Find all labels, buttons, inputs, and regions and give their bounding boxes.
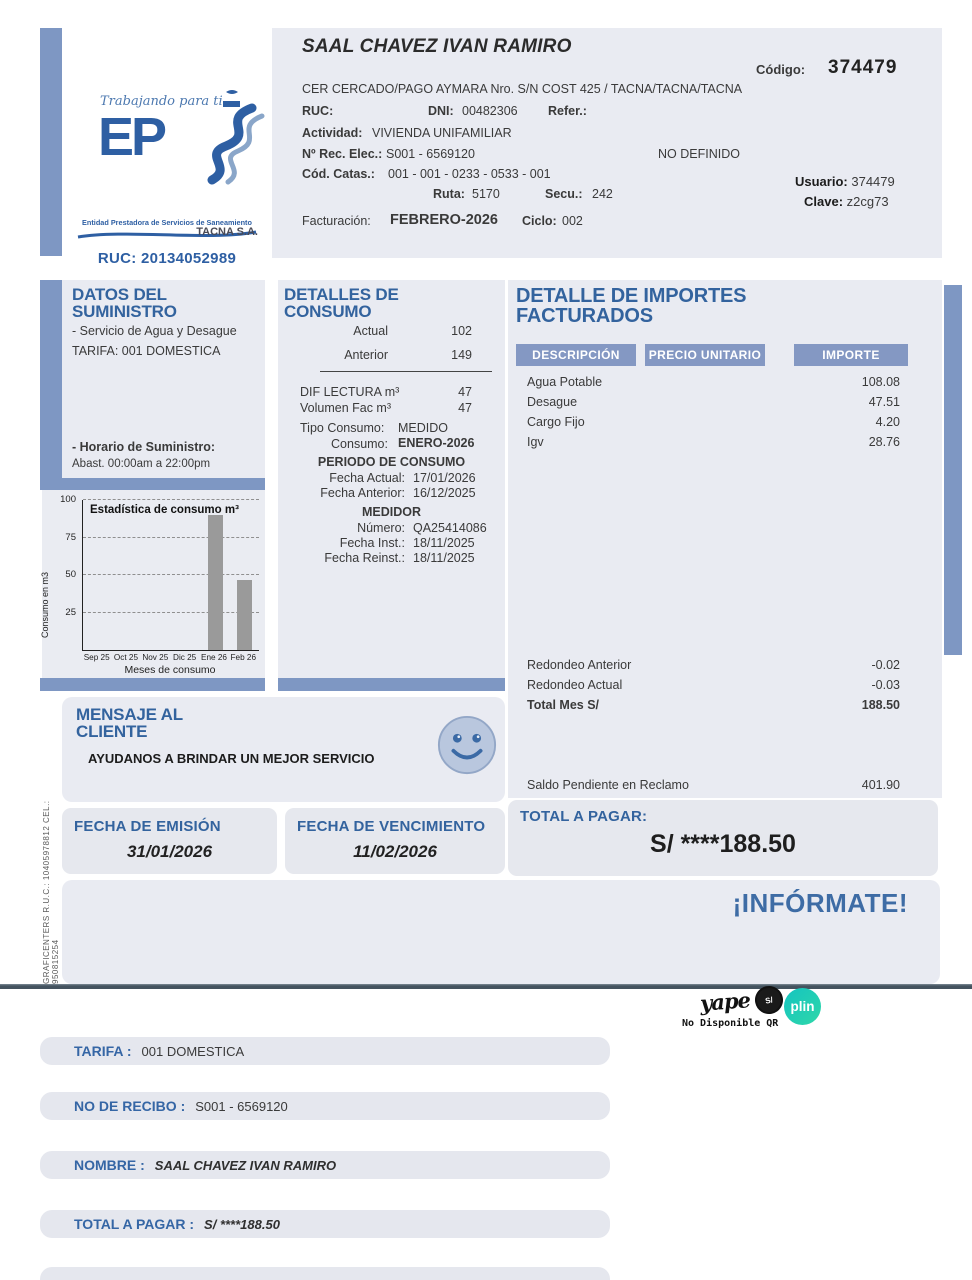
dni-label: DNI: xyxy=(428,104,454,118)
medidor-title: MEDIDOR xyxy=(361,505,422,519)
ciclo-value: 002 xyxy=(562,214,583,228)
footer-field-value: S/ ****188.50 xyxy=(204,1216,280,1232)
rec-elec-label: Nº Rec. Elec.: xyxy=(302,147,383,161)
anterior-label: Anterior xyxy=(344,348,388,362)
suministro-tarifa: TARIFA: 001 DOMESTICA xyxy=(72,344,221,358)
footer-field-label: NO DE RECIBO : xyxy=(74,1098,186,1114)
anterior-value: 149 xyxy=(451,348,472,362)
smiley-face-icon xyxy=(436,714,498,776)
total-mes-label: Total Mes S/ xyxy=(527,698,600,712)
logo-block xyxy=(62,28,270,268)
mensaje-title: MENSAJE AL CLIENTE xyxy=(76,705,183,742)
chart-xtick-label: Sep 25 xyxy=(83,653,110,662)
vol-value: 47 xyxy=(458,401,472,415)
importes-table-row xyxy=(516,432,906,452)
left-strip-header xyxy=(40,28,62,256)
importes-table-row xyxy=(516,412,906,432)
printer-credit: GRAFICENTERS R.U.C.: 10405978812 CEL.: 950815254 xyxy=(42,800,60,984)
facturacion-label: Facturación: xyxy=(302,214,371,228)
fecha-emision-box xyxy=(62,808,277,874)
logo-ruc: RUC: 20134052989 xyxy=(97,250,237,267)
chart-bar-feb-26 xyxy=(237,580,252,651)
chart-ytick-label: 100 xyxy=(60,494,76,505)
ruc-label: RUC: xyxy=(302,104,334,118)
consumption-chart xyxy=(42,490,265,678)
fecha-actual-value: 17/01/2026 xyxy=(413,471,476,485)
chart-plot xyxy=(82,500,259,651)
customer-address: CER CERCADO/PAGO AYMARA Nro. S/N COST 425 / TACNA/TACNA/TACNA xyxy=(302,82,743,96)
right-strip-importes xyxy=(944,285,962,655)
plin-logo: plin xyxy=(784,988,821,1025)
consumo-divider-line xyxy=(320,371,492,372)
fecha-inst-label: Fecha Inst.: xyxy=(339,536,405,550)
divider-bar-suministro xyxy=(40,478,265,490)
consumo-mes-value: ENERO-2026 xyxy=(398,436,475,450)
cod-catas-label: Cód. Catas.: xyxy=(302,167,375,181)
fecha-actual-label: Fecha Actual: xyxy=(329,471,405,485)
customer-name: SAAL CHAVEZ IVAN RAMIRO xyxy=(302,36,572,57)
footer-field-label: TOTAL A PAGAR : xyxy=(74,1216,195,1232)
consumo-mes-label: Consumo: xyxy=(331,437,388,451)
tipo-consumo-label: Tipo Consumo: xyxy=(300,421,385,435)
footer-field-tarifa xyxy=(40,1037,610,1065)
footer-field-no-de-recibo xyxy=(40,1092,610,1120)
redondeo-anterior-label: Redondeo Anterior xyxy=(527,658,632,672)
importe-valor: 108.08 xyxy=(861,375,900,389)
codigo-value: 374479 xyxy=(828,57,898,78)
chart-xtick-label: Dic 25 xyxy=(173,653,197,662)
importe-descripcion: Agua Potable xyxy=(527,375,603,389)
facturacion-value: FEBRERO-2026 xyxy=(390,212,498,228)
logo-subtitle: Entidad Prestadora de Servicios de Saneamiento xyxy=(82,218,252,227)
dif-label: DIF LECTURA m³ xyxy=(300,385,400,399)
water-swoosh-icon xyxy=(190,90,268,190)
dni-value: 00482306 xyxy=(462,104,518,118)
fecha-emision-value: 31/01/2026 xyxy=(126,842,213,861)
secu-value: 242 xyxy=(592,187,613,201)
medidor-numero-label: Número: xyxy=(357,521,405,535)
footer-field-value: 001 DOMESTICA xyxy=(141,1043,245,1059)
suministro-servicio: - Servicio de Agua y Desague xyxy=(72,324,237,338)
chart-xlabels xyxy=(82,653,258,662)
fecha-reinst-value: 18/11/2025 xyxy=(413,551,475,565)
footer-field-total-a-pagar xyxy=(40,1210,610,1238)
clave-label: Clave: xyxy=(804,194,844,209)
importe-valor: 28.76 xyxy=(868,435,900,449)
horario-value: Abast. 00:00am a 22:00pm xyxy=(72,458,211,470)
rec-elec-value: S001 - 6569120 xyxy=(386,147,475,161)
consumo-title: DETALLES DE CONSUMO xyxy=(284,285,399,322)
footer-field-value: S001 - 6569120 xyxy=(195,1098,288,1114)
vol-label: Volumen Fac m³ xyxy=(300,401,392,415)
periodo-title: PERIODO DE CONSUMO xyxy=(317,455,466,469)
chart-gridline xyxy=(83,612,259,613)
left-strip-suministro xyxy=(40,280,62,478)
bottom-bar-chart xyxy=(40,678,265,691)
bottom-bar-consumo xyxy=(278,678,505,691)
chart-ylabel: Consumo en m3 xyxy=(40,571,50,638)
chart-bar-ene-26 xyxy=(208,515,223,650)
importe-valor: 4.20 xyxy=(875,415,900,429)
importes-rows xyxy=(516,372,906,452)
fecha-inst-value: 18/11/2025 xyxy=(413,536,475,550)
redondeo-actual-value: -0.03 xyxy=(871,678,900,692)
footer-field-value: SAAL CHAVEZ IVAN RAMIRO xyxy=(154,1157,337,1173)
ciclo-label: Ciclo: xyxy=(522,214,557,228)
tipo-consumo-value: MEDIDO xyxy=(398,421,448,435)
actividad-value: VIVIENDA UNIFAMILIAR xyxy=(372,126,512,140)
redondeo-actual-label: Redondeo Actual xyxy=(527,678,623,692)
footer-fields xyxy=(40,1037,610,1280)
codigo-label: Código: xyxy=(756,62,806,77)
actual-value: 102 xyxy=(451,324,472,338)
fecha-emision-label: FECHA DE EMISIÓN xyxy=(74,818,221,835)
importes-table-row xyxy=(516,392,906,412)
footer-field-label: NOMBRE : xyxy=(74,1157,145,1173)
fecha-vencimiento-label: FECHA DE VENCIMIENTO xyxy=(297,818,486,835)
fecha-vencimiento-value: 11/02/2026 xyxy=(353,842,437,861)
chart-xtick-label: Nov 25 xyxy=(142,653,169,662)
cod-catas-value: 001 - 001 - 0233 - 0533 - 001 xyxy=(388,167,551,181)
usuario-label: Usuario: xyxy=(795,174,848,189)
usuario-value: 374479 xyxy=(851,174,895,189)
importes-title: DETALLE DE IMPORTES FACTURADOS xyxy=(516,285,747,328)
suministro-title: DATOS DEL SUMINISTRO xyxy=(72,285,177,322)
fecha-anterior-value: 16/12/2025 xyxy=(413,486,476,500)
footer-field-label: TARIFA : xyxy=(74,1043,132,1059)
importe-descripcion: Igv xyxy=(527,435,544,449)
chart-yticks xyxy=(52,494,78,650)
medidor-numero-value: QA25414086 xyxy=(413,521,487,535)
chart-ytick-label: 25 xyxy=(65,606,76,618)
eps-logo: EP xyxy=(98,107,165,167)
col-header-importe: IMPORTE xyxy=(794,344,908,366)
chart-ytick-label: 50 xyxy=(65,569,76,580)
chart-xtick-label: Oct 25 xyxy=(113,653,139,662)
no-definido-text: NO DEFINIDO xyxy=(658,147,740,161)
chart-gridline xyxy=(83,537,259,538)
logo-tagline: Trabajando para ti xyxy=(100,94,223,109)
fecha-reinst-label: Fecha Reinst.: xyxy=(324,551,405,565)
yape-badge-icon: S/ xyxy=(752,983,785,1016)
saldo-pendiente-value: 401.90 xyxy=(861,778,900,792)
chart-xtick-label: Feb 26 xyxy=(230,653,257,662)
footer-field-partial xyxy=(40,1267,610,1280)
informate-text: ¡INFÓRMATE! xyxy=(732,888,908,918)
fecha-anterior-label: Fecha Anterior: xyxy=(320,486,405,500)
actual-label: Actual xyxy=(353,324,388,338)
clave-value: z2cg73 xyxy=(846,194,889,209)
importe-valor: 47.51 xyxy=(868,395,900,409)
saldo-pendiente-label: Saldo Pendiente en Reclamo xyxy=(527,778,689,792)
refer-label: Refer.: xyxy=(548,104,587,118)
chart-ytick-label: 75 xyxy=(65,531,76,543)
total-a-pagar-value: S/ ****188.50 xyxy=(650,830,796,858)
importe-descripcion: Cargo Fijo xyxy=(527,415,585,429)
yape-logo: yape xyxy=(699,987,751,1016)
chart-gridline xyxy=(83,574,259,575)
chart-xlabel: Meses de consumo xyxy=(124,664,216,676)
total-a-pagar-box xyxy=(508,800,938,876)
footer-field-nombre xyxy=(40,1151,610,1179)
actividad-label: Actividad: xyxy=(302,126,363,140)
logo-company: TACNA S.A. xyxy=(196,226,258,238)
chart-xtick-label: Ene 26 xyxy=(201,653,227,662)
importes-table-row xyxy=(516,372,906,392)
footer-separator xyxy=(0,984,972,989)
total-a-pagar-label: TOTAL A PAGAR: xyxy=(520,808,648,825)
chart-title: Estadística de consumo m³ xyxy=(90,504,239,516)
ruta-value: 5170 xyxy=(472,187,500,201)
importe-descripcion: Desague xyxy=(527,395,578,409)
col-header-descripcion: DESCRIPCIÓN xyxy=(516,344,636,366)
dif-value: 47 xyxy=(458,385,472,399)
chart-gridline xyxy=(83,499,259,500)
horario-label: - Horario de Suministro: xyxy=(72,440,216,454)
secu-label: Secu.: xyxy=(545,187,583,201)
total-mes-value: 188.50 xyxy=(861,698,900,712)
redondeo-anterior-value: -0.02 xyxy=(871,658,900,672)
ruta-label: Ruta: xyxy=(433,187,465,201)
col-header-precio-unitario: PRECIO UNITARIO xyxy=(645,344,765,366)
mensaje-texto: AYUDANOS A BRINDAR UN MEJOR SERVICIO xyxy=(88,751,375,766)
qr-note: No Disponible QR xyxy=(682,1018,779,1029)
fecha-vencimiento-box xyxy=(285,808,505,874)
